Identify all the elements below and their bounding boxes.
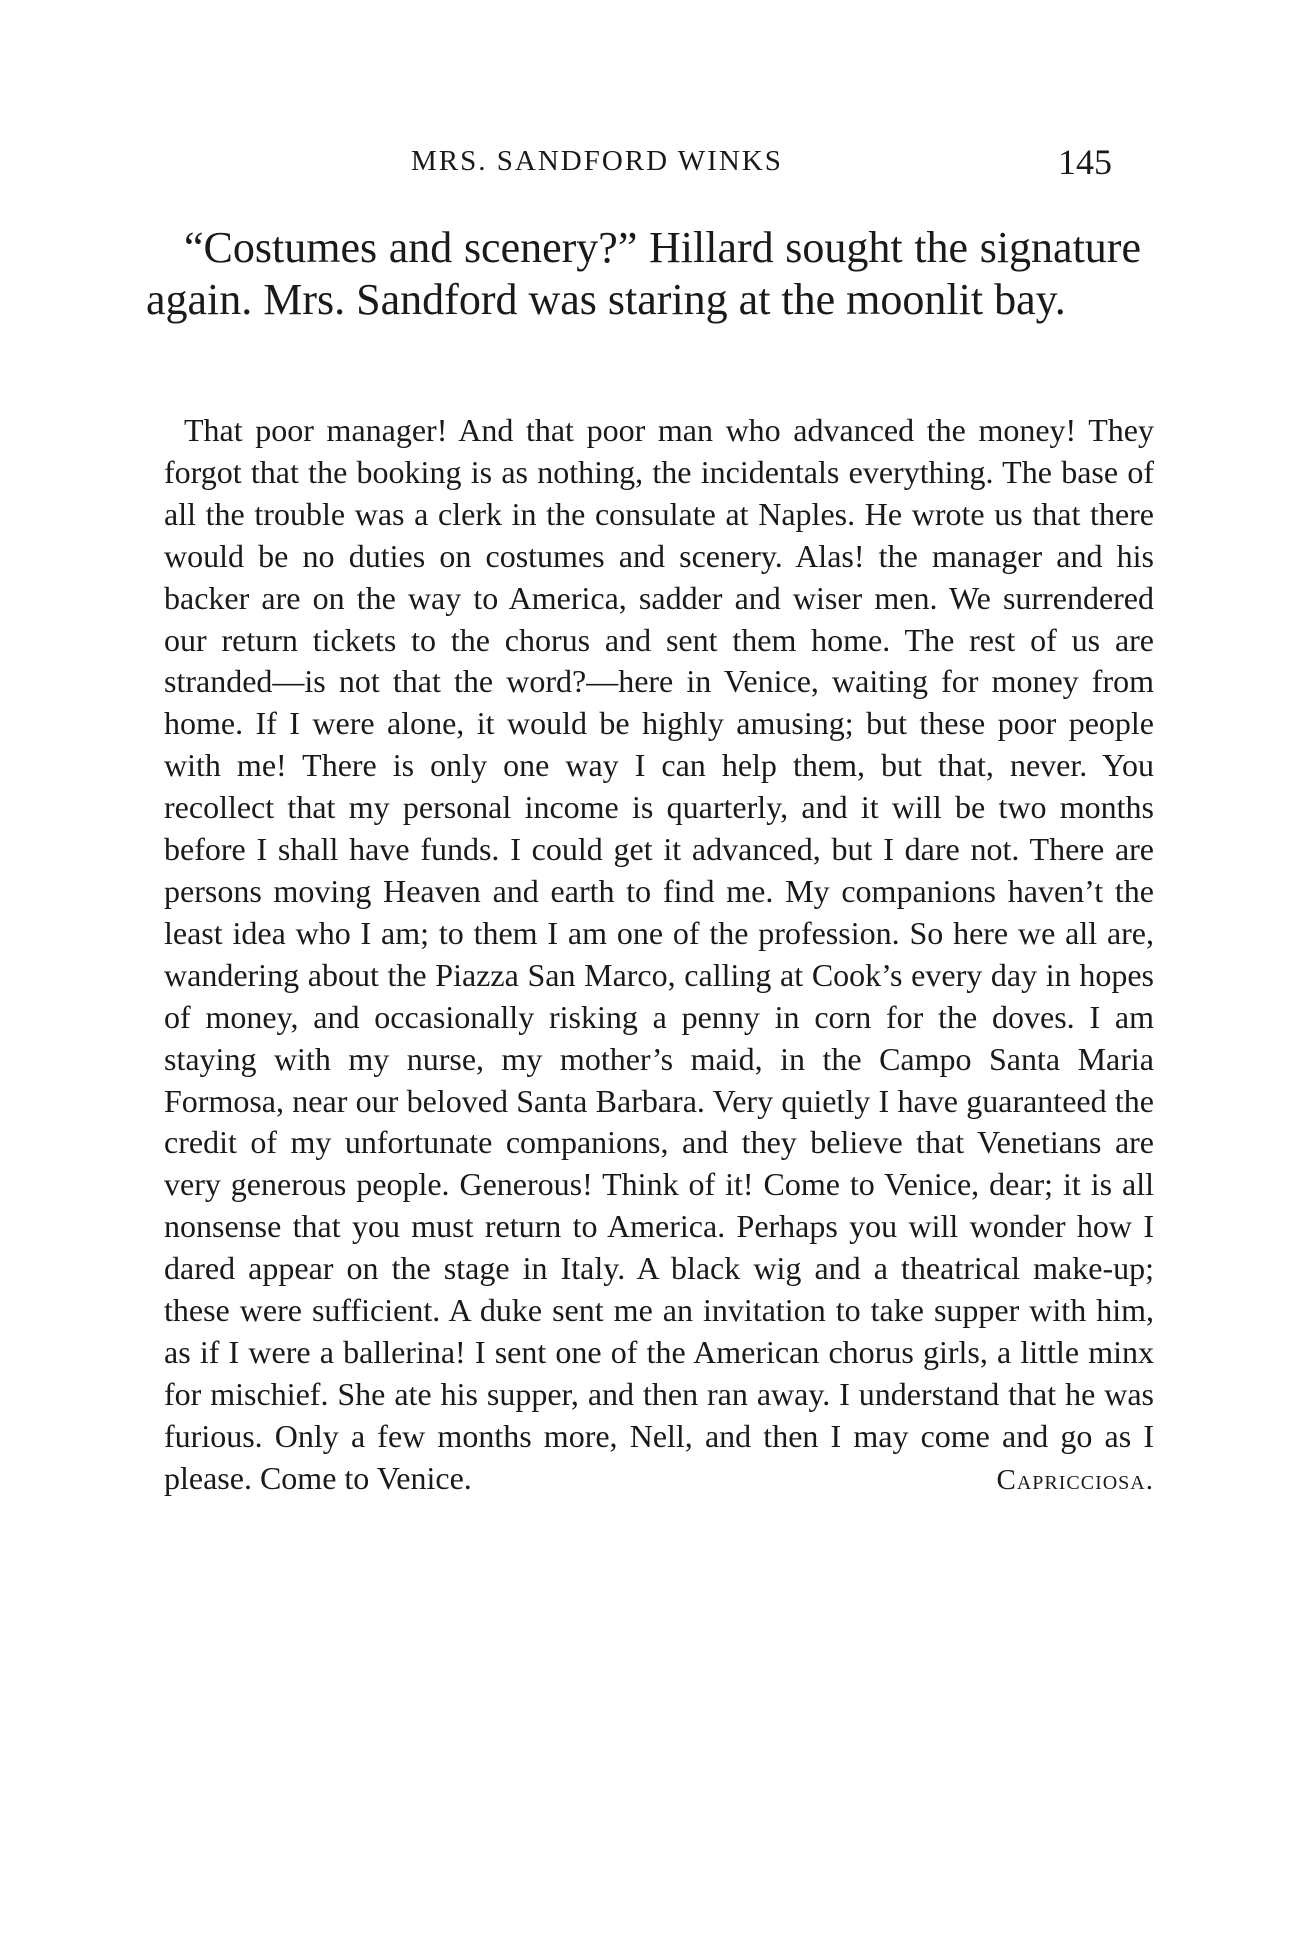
running-title: MRS. SANDFORD WINKS — [411, 145, 783, 177]
letter-excerpt — [164, 410, 1154, 1502]
letter-body: That poor manager! And that poor man who advanced the money! They forgot that the booking is as nothing, the incidentals everything. The base of all the trouble was a clerk in the consulate at Naples. He wrote us that there would be no duties on costumes and scenery. Alas! the manager and his backer are on the way to America, sadder and wiser men. We surrendered our return tickets to the chorus and sent them home. The rest of us are stranded—is not that the word?—here in Venice, waiting for money from home. If I were alone, it would be highly amusing; but these poor people with me! There is only one way I can help them, but that, never. You recollect that my personal income is quarterly, and it will be two months before I shall have funds. I could get it advanced, but I dare not. There are persons moving Heaven and earth to find me. My companions haven’t the least idea who I am; to them I am one of the profession. So here we all are, wandering about the Piazza San Marco, calling at Cook’s every day in hopes of money, and occasionally risking a penny in corn for the doves. I am staying with my nurse, my mother’s maid, in the Campo Santa Maria Formosa, near our beloved Santa Barbara. Very quietly I have guaranteed the credit of my unfortunate companions, and they believe that Venetians are very generous people. Generous! Think of it! Come to Venice, dear; it is all nonsense that you must return to America. Perhaps you will wonder how I dared appear on the stage in Italy. A black wig and a theatrical make-up; these were sufficient. A duke sent me an invitation to take supper with him, as if I were a ballerina! I sent one of the American chorus girls, a little minx for mischief. She ate his supper, and then ran away. I understand that he was furious. Only a few months more, Nell, and then I may come and go as I please. Come to Venice. — [164, 412, 1154, 1496]
lead-paragraph-text: “Costumes and scenery?” Hillard sought the signature again. Mrs. Sandford was staring at the moonlit bay. — [146, 223, 1141, 324]
running-head — [0, 142, 1304, 185]
letter-signature: Capricciosa. — [996, 1463, 1154, 1496]
page-number: 145 — [1058, 142, 1112, 182]
lead-paragraph — [146, 222, 1141, 326]
